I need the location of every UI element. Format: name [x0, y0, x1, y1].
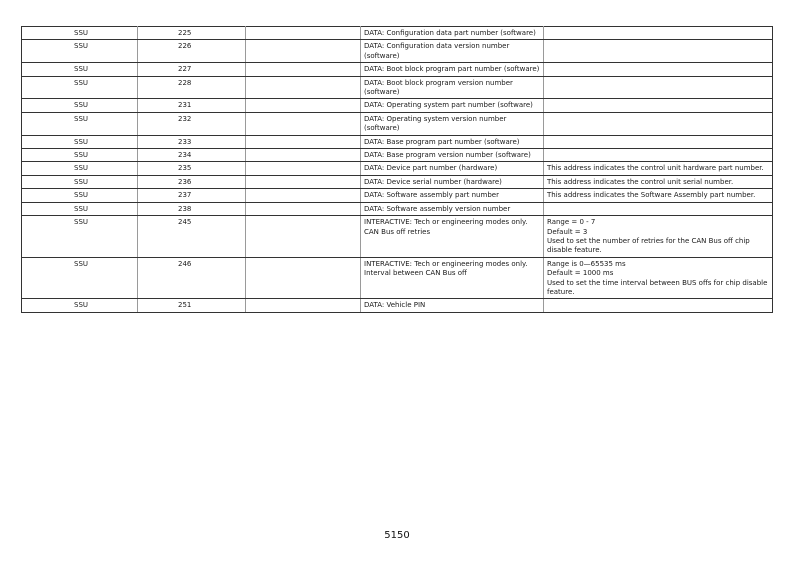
table-row [22, 40, 773, 63]
description-cell: DATA: Device serial number (hardware) [361, 175, 544, 188]
notes-cell [544, 299, 773, 312]
description-cell: DATA: Software assembly part number [361, 189, 544, 202]
notes-cell [544, 149, 773, 162]
blank-cell [246, 216, 361, 258]
module-cell: SSU [22, 76, 138, 99]
description-cell: INTERACTIVE: Tech or engineering modes only. CAN Bus off retries [361, 216, 544, 258]
address-cell: 232 [138, 112, 246, 135]
address-cell: 234 [138, 149, 246, 162]
blank-cell [246, 40, 361, 63]
address-cell: 233 [138, 135, 246, 148]
blank-cell [246, 135, 361, 148]
address-cell: 227 [138, 63, 246, 76]
notes-cell [544, 135, 773, 148]
notes-cell [544, 40, 773, 63]
module-cell: SSU [22, 202, 138, 215]
notes-cell: This address indicates the control unit hardware part number. [544, 162, 773, 175]
blank-cell [246, 202, 361, 215]
module-cell: SSU [22, 175, 138, 188]
table-row [22, 175, 773, 188]
description-cell: DATA: Software assembly version number [361, 202, 544, 215]
page-number: 5150 [384, 530, 410, 541]
blank-cell [246, 27, 361, 40]
module-cell: SSU [22, 257, 138, 299]
module-cell: SSU [22, 40, 138, 63]
blank-cell [246, 257, 361, 299]
table-row [22, 27, 773, 40]
blank-cell [246, 162, 361, 175]
description-cell: DATA: Vehicle PIN [361, 299, 544, 312]
address-cell: 226 [138, 40, 246, 63]
address-cell: 225 [138, 27, 246, 40]
module-cell: SSU [22, 112, 138, 135]
notes-cell [544, 202, 773, 215]
module-cell: SSU [22, 162, 138, 175]
description-cell: DATA: Operating system part number (software) [361, 99, 544, 112]
notes-cell: This address indicates the Software Assembly part number. [544, 189, 773, 202]
blank-cell [246, 299, 361, 312]
module-cell: SSU [22, 63, 138, 76]
description-cell: DATA: Base program version number (software) [361, 149, 544, 162]
module-cell: SSU [22, 149, 138, 162]
notes-cell [544, 76, 773, 99]
address-cell: 245 [138, 216, 246, 258]
notes-cell: Range = 0 - 7 Default = 3 Used to set the number of retries for the CAN Bus off chip disable feature. [544, 216, 773, 258]
module-cell: SSU [22, 135, 138, 148]
blank-cell [246, 63, 361, 76]
table-row [22, 216, 773, 258]
table-row [22, 189, 773, 202]
module-cell: SSU [22, 27, 138, 40]
table-row [22, 257, 773, 299]
table-row [22, 149, 773, 162]
module-cell: SSU [22, 99, 138, 112]
table-row [22, 202, 773, 215]
table-row [22, 299, 773, 312]
table-row [22, 76, 773, 99]
description-cell: INTERACTIVE: Tech or engineering modes only. Interval between CAN Bus off [361, 257, 544, 299]
module-cell: SSU [22, 189, 138, 202]
blank-cell [246, 112, 361, 135]
address-cell: 231 [138, 99, 246, 112]
blank-cell [246, 76, 361, 99]
blank-cell [246, 149, 361, 162]
notes-cell [544, 63, 773, 76]
table-body [22, 27, 773, 313]
blank-cell [246, 175, 361, 188]
description-cell: DATA: Operating system version number (software) [361, 112, 544, 135]
blank-cell [246, 99, 361, 112]
description-cell: DATA: Configuration data part number (software) [361, 27, 544, 40]
address-cell: 237 [138, 189, 246, 202]
address-cell: 228 [138, 76, 246, 99]
table-row [22, 112, 773, 135]
table-row [22, 99, 773, 112]
parameter-table [21, 26, 773, 313]
table-row [22, 135, 773, 148]
description-cell: DATA: Boot block program version number (software) [361, 76, 544, 99]
notes-cell [544, 99, 773, 112]
description-cell: DATA: Configuration data version number (software) [361, 40, 544, 63]
description-cell: DATA: Device part number (hardware) [361, 162, 544, 175]
module-cell: SSU [22, 299, 138, 312]
address-cell: 238 [138, 202, 246, 215]
notes-cell: Range is 0—65535 ms Default = 1000 ms Used to set the time interval between BUS offs for chip disable feature. [544, 257, 773, 299]
table-row [22, 162, 773, 175]
address-cell: 251 [138, 299, 246, 312]
address-cell: 235 [138, 162, 246, 175]
notes-cell [544, 112, 773, 135]
blank-cell [246, 189, 361, 202]
notes-cell: This address indicates the control unit serial number. [544, 175, 773, 188]
module-cell: SSU [22, 216, 138, 258]
address-cell: 236 [138, 175, 246, 188]
notes-cell [544, 27, 773, 40]
description-cell: DATA: Boot block program part number (software) [361, 63, 544, 76]
address-cell: 246 [138, 257, 246, 299]
description-cell: DATA: Base program part number (software) [361, 135, 544, 148]
table-row [22, 63, 773, 76]
